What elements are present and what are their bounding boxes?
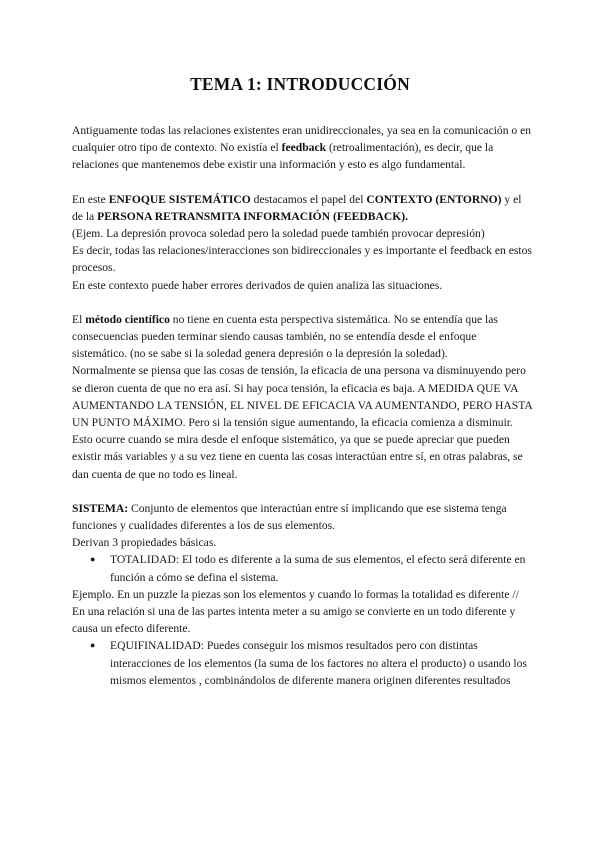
text-span: Antiguamente todas las relaciones existentes eran unidireccionales, ya sea en la comunicación o en cualquier otro tipo de contexto. No existía el [72, 124, 532, 155]
bold-term: ENFOQUE SISTEMÁTICO [108, 192, 251, 206]
caps-text: A MEDIDA QUE VA AUMENTANDO LA TENSIÓN, EL NIVEL DE EFICACIA VA AUMENTANDO, PERO HASTA UN PUNTO MÁXIMO. [72, 381, 533, 430]
paragraph-tension [72, 362, 534, 482]
paragraph-enfoque [72, 191, 534, 225]
text-span: En este [72, 192, 109, 206]
text-span: destacamos el papel del [250, 192, 367, 206]
spacer [72, 294, 534, 311]
bullet-item-equifinalidad: ● EQUIFINALIDAD: Puedes conseguir los mismos resultados pero con distintas interacciones de los elementos (la suma de los factores no altera el producto) o usando los mismos elementos , combinándolos de diferente manera originen diferentes resultados [110, 637, 534, 689]
paragraph-line: Derivan 3 propiedades básicas. [72, 536, 217, 550]
page-title: TEMA 1: INTRODUCCIÓN [190, 74, 410, 94]
bullet-item-totalidad: ● TOTALIDAD: El todo es diferente a la suma de sus elementos, el efecto será diferente en función a cómo se defina el sistema. [110, 551, 534, 585]
text-span: (retroalimentación), es decir, que la relaciones que mantenemos debe existir una información y esto es algo fundamental. [72, 141, 494, 172]
spacer [72, 483, 534, 500]
paragraph-sistema [72, 500, 534, 534]
bold-term: PERSONA RETRANSMITA INFORMACIÓN (FEEDBACK). [97, 209, 409, 223]
bold-term: feedback [281, 141, 327, 155]
paragraph-metodo [72, 311, 534, 363]
paragraph-intro [72, 122, 534, 174]
text-span: no tiene en cuenta esta perspectiva sistemática. No se entendía que las consecuencias pueden terminar siendo causas también, no se entendía desde el enfoque sistemático. (no se sabe si la soledad genera depresión o la depresión la soledad). [72, 312, 498, 361]
paragraph-line: Es decir, todas las relaciones/interacciones son bidireccionales y es importante el feedback en estos procesos. [72, 244, 532, 275]
spacer [72, 174, 534, 191]
bullet-list [72, 551, 534, 585]
paragraph-line: (Ejem. La depresión provoca soledad pero la soledad puede también provocar depresión) [72, 227, 485, 241]
text-span: Pero si la tensión sigue aumentando, la eficacia comienza a disminuir. Esto ocurre cuando se mira desde el enfoque sistemático, ya que se puede apreciar que pueden existir más variables y a su vez tiene en cuenta las cosas interactúan entre sí, en otras palabras, se dan cuenta de que no todo es lineal. [72, 416, 523, 481]
text-span: y el de la [72, 192, 522, 223]
text-span: Conjunto de elementos que interactúan entre sí implicando que ese sistema tenga funciones y cualidades diferentes a los de sus elementos. [72, 501, 507, 533]
bullet-list [72, 637, 534, 689]
text-span: Normalmente se piensa que las cosas de tensión, la eficacia de una persona va disminuyendo pero se dieron cuenta de que no era así. Si hay poca tensión, la eficacia es baja. [72, 364, 526, 395]
text-span: El [72, 312, 86, 326]
paragraph-example: Ejemplo. En un puzzle la piezas son los elementos y cuando lo formas la totalidad es diferente // En una relación si una de las partes intenta meter a su amigo se convierte en un todo diferente y causa un efecto diferente. [72, 587, 519, 636]
document-body [72, 122, 534, 689]
bold-term: método científico [85, 312, 170, 326]
paragraph-line: En este contexto puede haber errores derivados de quien analiza las situaciones. [72, 278, 443, 292]
bold-term: SISTEMA: [72, 501, 129, 515]
bold-term: CONTEXTO (ENTORNO) [366, 192, 502, 206]
